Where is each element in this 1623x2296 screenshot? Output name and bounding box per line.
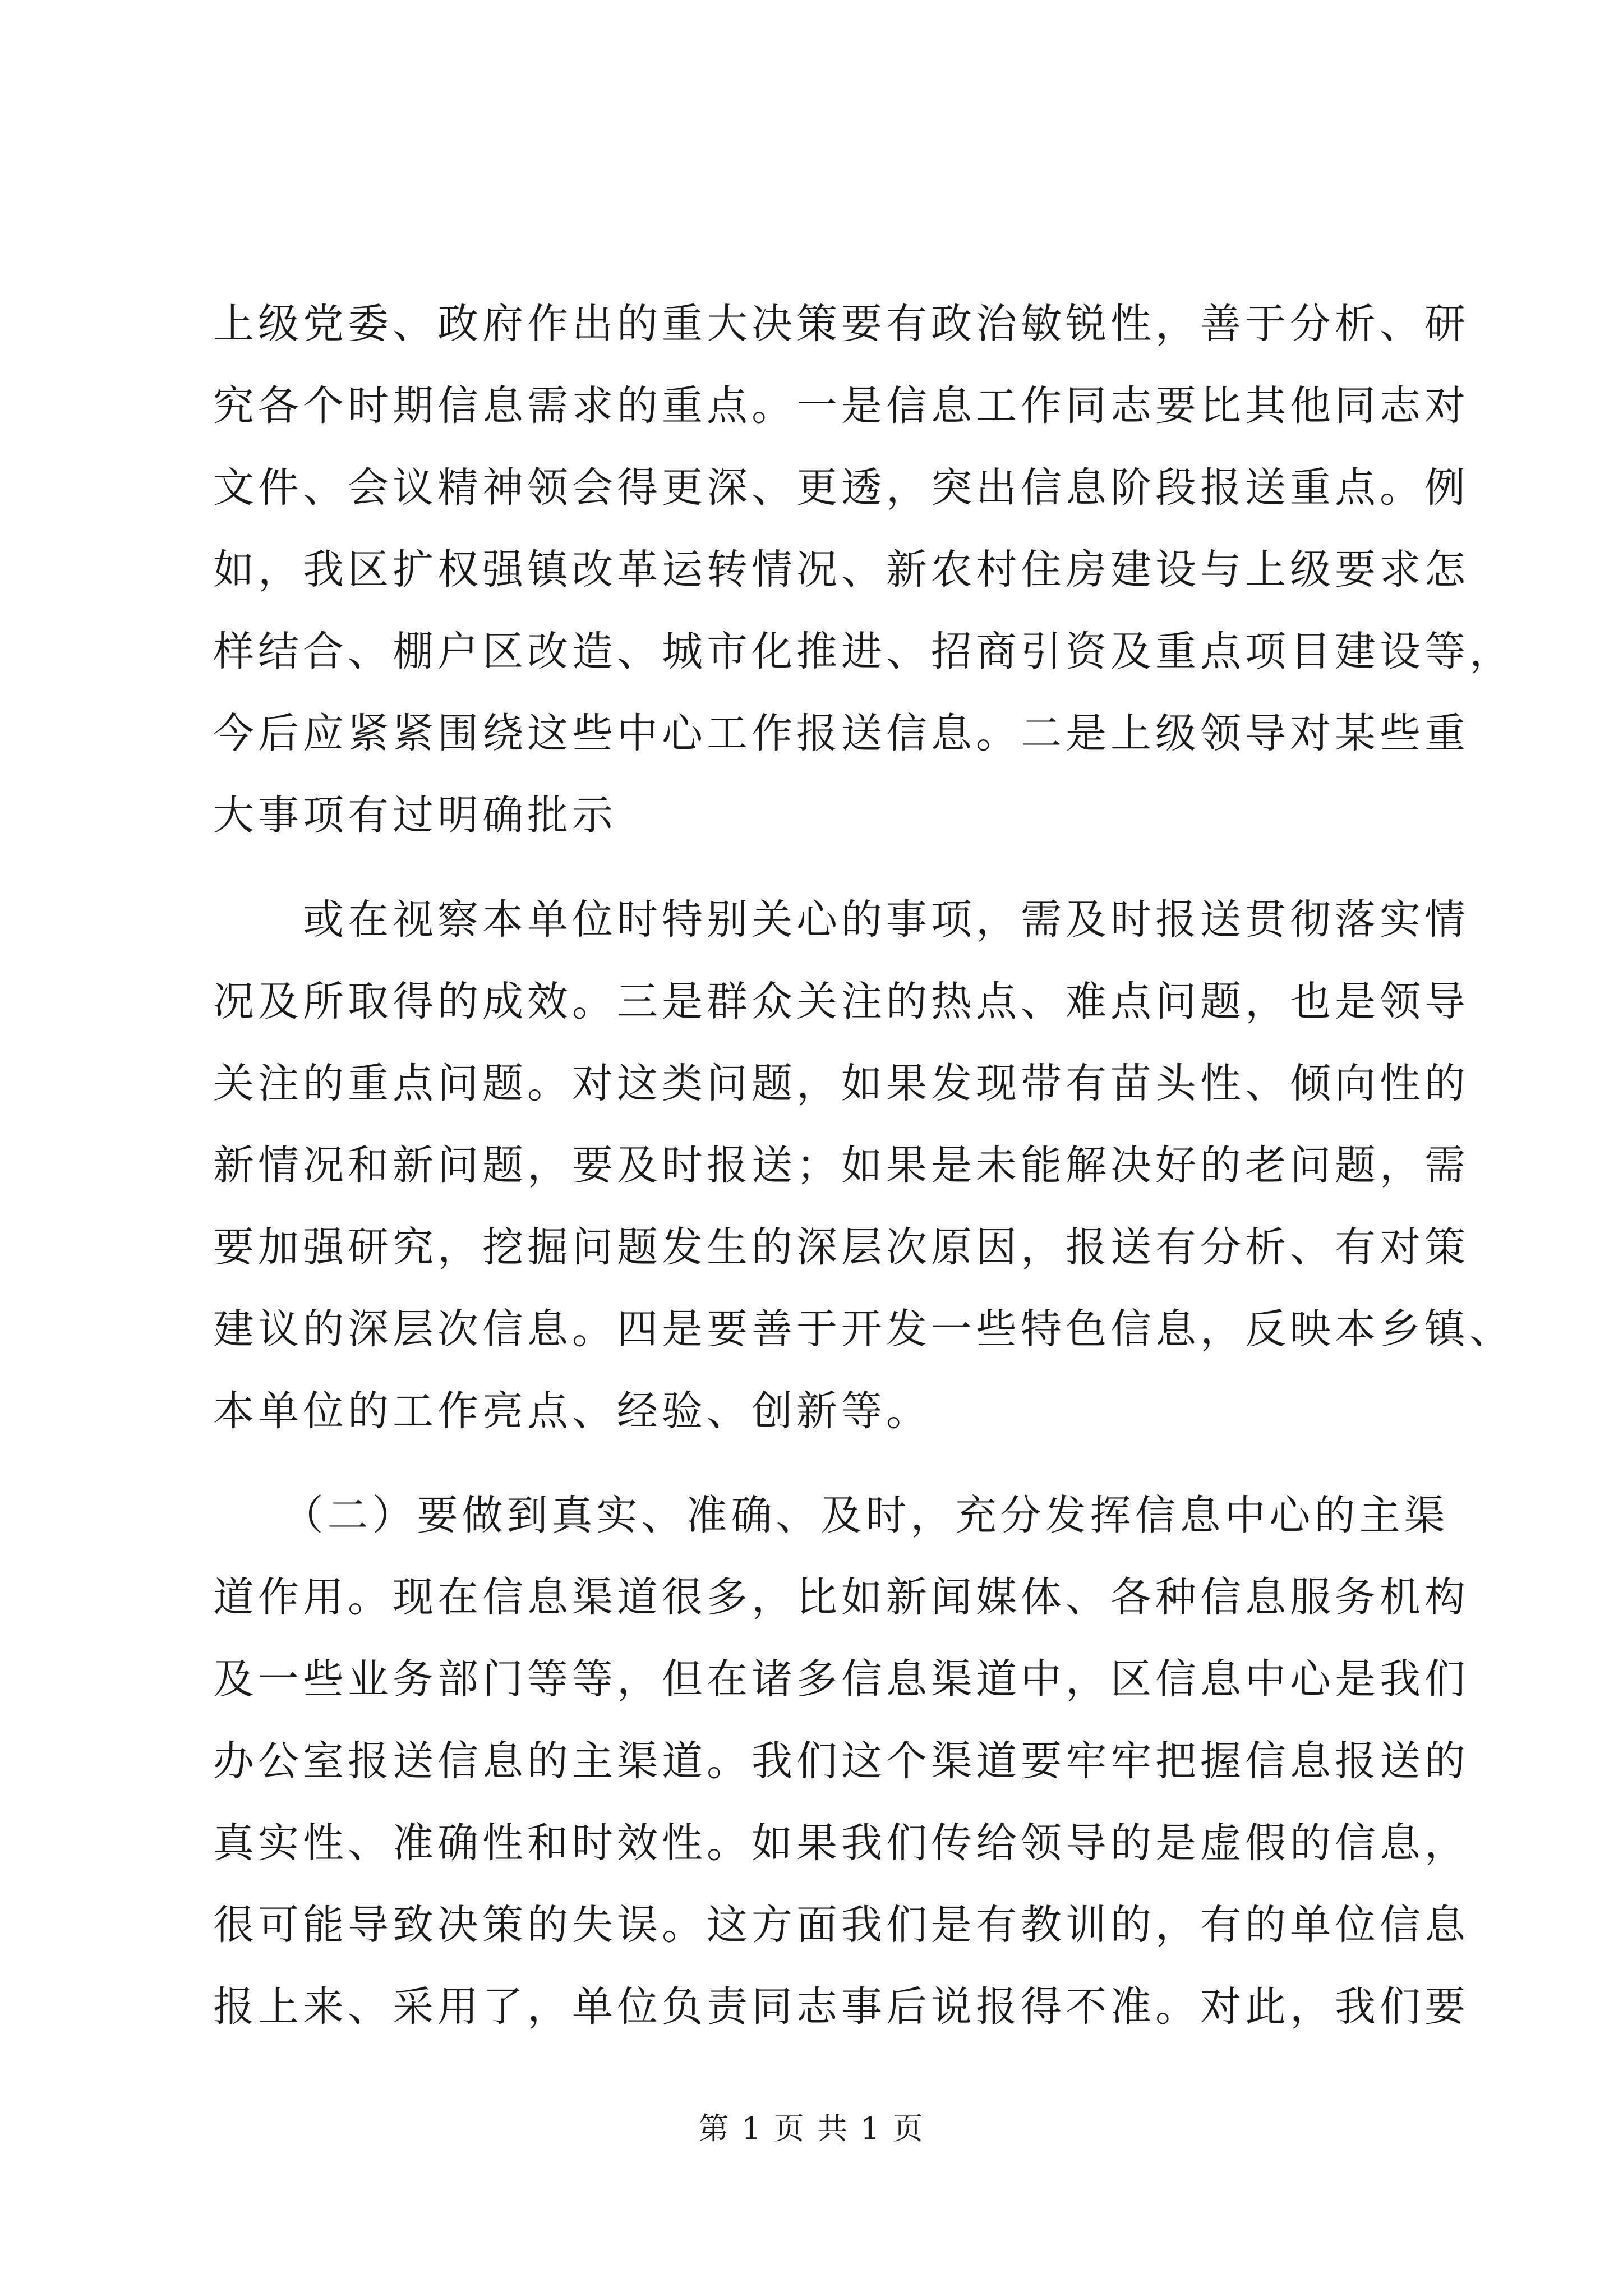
text-line: 关注的重点问题。对这类问题，如果发现带有苗头性、倾向性的 [213, 1060, 1469, 1107]
paragraph-2 [213, 879, 1514, 1452]
text-line: 大事项有过明确批示 [213, 792, 617, 839]
text-line: 要加强研究，挖掘问题发生的深层次原因，报送有分析、有对策 [213, 1223, 1469, 1271]
document-body [213, 283, 1514, 2048]
text-line: 或在视察本单位时特别关心的事项，需及时报送贯彻落实情 [213, 896, 1469, 944]
text-line: 很可能导致决策的失误。这方面我们是有教训的，有的单位信息 [213, 1901, 1469, 1949]
text-line: 况及所取得的成效。三是群众关注的热点、难点问题，也是领导 [213, 978, 1469, 1025]
text-line: （二）要做到真实、准确、及时，充分发挥信息中心的主渠 [213, 1492, 1449, 1539]
page-footer [0, 2106, 1623, 2151]
paragraph-spacing [213, 1452, 1419, 1475]
page-number-label: 第 1 页 共 1 页 [698, 2111, 925, 2146]
text-line: 究各个时期信息需求的重点。一是信息工作同志要比其他同志对 [213, 382, 1469, 430]
text-line: 文件、会议精神领会得更深、更透，突出信息阶段报送重点。例 [213, 464, 1469, 512]
text-line: 建议的深层次信息。四是要善于开发一些特色信息，反映本乡镇、 [213, 1305, 1514, 1353]
text-line: 新情况和新问题，要及时报送；如果是未能解决好的老问题，需 [213, 1142, 1469, 1189]
text-line: 如，我区扩权强镇改革运转情况、新农村住房建设与上级要求怎 [213, 546, 1469, 593]
text-line: 办公室报送信息的主渠道。我们这个渠道要牢牢把握信息报送的 [213, 1737, 1469, 1785]
paragraph-1 [213, 283, 1514, 857]
text-line: 今后应紧紧围绕这些中心工作报送信息。二是上级领导对某些重 [213, 710, 1469, 757]
text-line: 本单位的工作亮点、经验、创新等。 [213, 1387, 931, 1435]
paragraph-3 [213, 1475, 1469, 2048]
paragraph-spacing [213, 857, 1419, 879]
text-line: 样结合、棚户区改造、城市化推进、招商引资及重点项目建设等， [213, 628, 1514, 675]
text-line: 道作用。现在信息渠道很多，比如新闻媒体、各种信息服务机构 [213, 1573, 1469, 1621]
text-line: 及一些业务部门等等，但在诸多信息渠道中，区信息中心是我们 [213, 1655, 1469, 1703]
text-line: 报上来、采用了，单位负责同志事后说报得不准。对此，我们要 [213, 1983, 1469, 2031]
text-line: 真实性、准确性和时效性。如果我们传给领导的是虚假的信息， [213, 1819, 1469, 1867]
text-line: 上级党委、政府作出的重大决策要有政治敏锐性，善于分析、研 [213, 300, 1469, 348]
